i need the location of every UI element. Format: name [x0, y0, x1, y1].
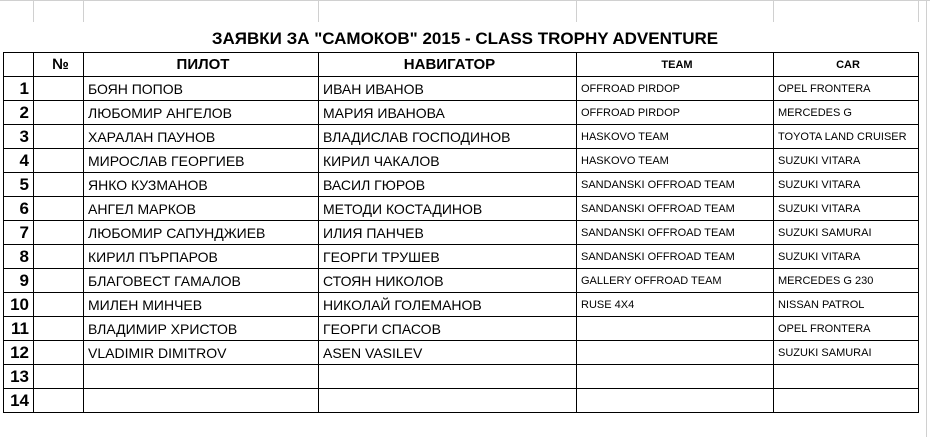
car-cell[interactable]: NISSAN PATROL — [774, 293, 919, 317]
pilot-cell[interactable]: VLADIMIR DIMITROV — [84, 341, 319, 365]
row-number-cell[interactable]: 8 — [4, 245, 34, 269]
table-row — [4, 101, 919, 125]
navigator-cell[interactable] — [319, 365, 577, 389]
upper-gridlines — [0, 0, 930, 22]
header-navigator[interactable]: НАВИГАТОР — [319, 53, 577, 77]
navigator-cell[interactable]: МАРИЯ ИВАНОВА — [319, 101, 577, 125]
pilot-cell[interactable] — [84, 389, 319, 413]
navigator-cell[interactable]: ИЛИЯ ПАНЧЕВ — [319, 221, 577, 245]
navigator-cell[interactable]: ВАСИЛ ГЮРОВ — [319, 173, 577, 197]
pilot-cell[interactable]: ЯНКО КУЗМАНОВ — [84, 173, 319, 197]
empty-cell[interactable] — [34, 101, 84, 125]
row-number-cell[interactable]: 13 — [4, 365, 34, 389]
team-cell[interactable] — [577, 317, 774, 341]
pilot-cell[interactable]: ВЛАДИМИР ХРИСТОВ — [84, 317, 319, 341]
table-row — [4, 293, 919, 317]
empty-cell[interactable] — [34, 389, 84, 413]
table-row — [4, 317, 919, 341]
row-number-cell[interactable]: 5 — [4, 173, 34, 197]
pilot-cell[interactable]: МИРОСЛАВ ГЕОРГИЕВ — [84, 149, 319, 173]
empty-cell[interactable] — [34, 221, 84, 245]
team-cell[interactable] — [577, 365, 774, 389]
row-number-header-cell[interactable] — [4, 53, 34, 77]
team-cell[interactable]: RUSE 4X4 — [577, 293, 774, 317]
car-cell[interactable]: SUZUKI SAMURAI — [774, 221, 919, 245]
car-cell[interactable]: SUZUKI SAMURAI — [774, 341, 919, 365]
table-row — [4, 77, 919, 101]
navigator-cell[interactable]: ГЕОРГИ СПАСОВ — [319, 317, 577, 341]
navigator-cell[interactable]: ГЕОРГИ ТРУШЕВ — [319, 245, 577, 269]
navigator-cell[interactable]: ИВАН ИВАНОВ — [319, 77, 577, 101]
navigator-cell[interactable]: ВЛАДИСЛАВ ГОСПОДИНОВ — [319, 125, 577, 149]
empty-cell[interactable] — [34, 269, 84, 293]
team-cell[interactable]: HASKOVO TEAM — [577, 149, 774, 173]
car-cell[interactable]: SUZUKI VITARA — [774, 173, 919, 197]
row-number-cell[interactable]: 3 — [4, 125, 34, 149]
entries-table — [3, 52, 919, 413]
car-cell[interactable]: OPEL FRONTERA — [774, 77, 919, 101]
row-number-cell[interactable]: 2 — [4, 101, 34, 125]
pilot-cell[interactable]: АНГЕЛ МАРКОВ — [84, 197, 319, 221]
team-cell[interactable]: HASKOVO TEAM — [577, 125, 774, 149]
pilot-cell[interactable]: БОЯН ПОПОВ — [84, 77, 319, 101]
row-number-cell[interactable]: 4 — [4, 149, 34, 173]
gridline — [576, 0, 577, 22]
car-cell[interactable]: SUZUKI VITARA — [774, 197, 919, 221]
header-row — [4, 53, 919, 77]
navigator-cell[interactable]: ASEN VASILEV — [319, 341, 577, 365]
car-cell[interactable]: SUZUKI VITARA — [774, 245, 919, 269]
table-row — [4, 245, 919, 269]
car-cell[interactable]: MERCEDES G 230 — [774, 269, 919, 293]
team-cell[interactable]: SANDANSKI OFFROAD TEAM — [577, 245, 774, 269]
team-cell[interactable]: GALLERY OFFROAD TEAM — [577, 269, 774, 293]
row-number-cell[interactable]: 14 — [4, 389, 34, 413]
empty-cell[interactable] — [34, 77, 84, 101]
navigator-cell[interactable]: СТОЯН НИКОЛОВ — [319, 269, 577, 293]
team-cell[interactable]: OFFROAD PIRDOP — [577, 101, 774, 125]
car-cell[interactable]: TOYOTA LAND CRUISER — [774, 125, 919, 149]
navigator-cell[interactable]: КИРИЛ ЧАКАЛОВ — [319, 149, 577, 173]
table-row — [4, 221, 919, 245]
car-cell[interactable] — [774, 365, 919, 389]
empty-cell[interactable] — [34, 149, 84, 173]
row-number-cell[interactable]: 12 — [4, 341, 34, 365]
table-row — [4, 269, 919, 293]
navigator-cell[interactable]: МЕТОДИ КОСТАДИНОВ — [319, 197, 577, 221]
row-number-cell[interactable]: 6 — [4, 197, 34, 221]
team-cell[interactable] — [577, 341, 774, 365]
car-cell[interactable]: OPEL FRONTERA — [774, 317, 919, 341]
team-cell[interactable]: SANDANSKI OFFROAD TEAM — [577, 197, 774, 221]
table-row — [4, 173, 919, 197]
header-number[interactable]: № — [34, 53, 84, 77]
pilot-cell[interactable]: КИРИЛ ПЪРПАРОВ — [84, 245, 319, 269]
gridline — [773, 0, 774, 22]
right-gridline — [926, 0, 927, 437]
sheet-title[interactable]: ЗАЯВКИ ЗА "САМОКОВ" 2015 - CLASS TROPHY ADVENTURE — [211, 29, 719, 48]
table-row — [4, 149, 919, 173]
empty-cell[interactable] — [34, 173, 84, 197]
pilot-cell[interactable]: ЛЮБОМИР САПУНДЖИЕВ — [84, 221, 319, 245]
pilot-cell[interactable]: МИЛЕН МИНЧЕВ — [84, 293, 319, 317]
gridline — [83, 0, 84, 22]
pilot-cell[interactable] — [84, 365, 319, 389]
navigator-cell[interactable] — [319, 389, 577, 413]
row-number-cell[interactable]: 1 — [4, 77, 34, 101]
row-number-cell[interactable]: 10 — [4, 293, 34, 317]
empty-cell[interactable] — [34, 197, 84, 221]
row-number-cell[interactable]: 11 — [4, 317, 34, 341]
team-cell[interactable]: SANDANSKI OFFROAD TEAM — [577, 221, 774, 245]
table-row — [4, 389, 919, 413]
pilot-cell[interactable]: БЛАГОВЕСТ ГАМАЛОВ — [84, 269, 319, 293]
empty-cell[interactable] — [34, 245, 84, 269]
pilot-cell[interactable]: ХАРАЛАН ПАУНОВ — [84, 125, 319, 149]
car-cell[interactable]: SUZUKI VITARA — [774, 149, 919, 173]
table-row — [4, 197, 919, 221]
header-pilot[interactable]: ПИЛОТ — [84, 53, 319, 77]
empty-cell[interactable] — [34, 365, 84, 389]
car-cell[interactable] — [774, 389, 919, 413]
car-cell[interactable]: MERCEDES G — [774, 101, 919, 125]
row-number-cell[interactable]: 7 — [4, 221, 34, 245]
pilot-cell[interactable]: ЛЮБОМИР АНГЕЛОВ — [84, 101, 319, 125]
table-row — [4, 125, 919, 149]
empty-cell[interactable] — [34, 341, 84, 365]
team-cell[interactable]: SANDANSKI OFFROAD TEAM — [577, 173, 774, 197]
navigator-cell[interactable]: НИКОЛАЙ ГОЛЕМАНОВ — [319, 293, 577, 317]
table-row — [4, 341, 919, 365]
gridline — [918, 0, 919, 22]
gridline — [318, 0, 319, 22]
empty-cell[interactable] — [34, 293, 84, 317]
header-team[interactable]: TEAM — [577, 53, 774, 77]
table-row — [4, 365, 919, 389]
header-car[interactable]: CAR — [774, 53, 919, 77]
row-number-cell[interactable]: 9 — [4, 269, 34, 293]
team-cell[interactable]: OFFROAD PIRDOP — [577, 77, 774, 101]
gridline — [33, 0, 34, 22]
empty-cell[interactable] — [34, 125, 84, 149]
empty-cell[interactable] — [34, 317, 84, 341]
team-cell[interactable] — [577, 389, 774, 413]
